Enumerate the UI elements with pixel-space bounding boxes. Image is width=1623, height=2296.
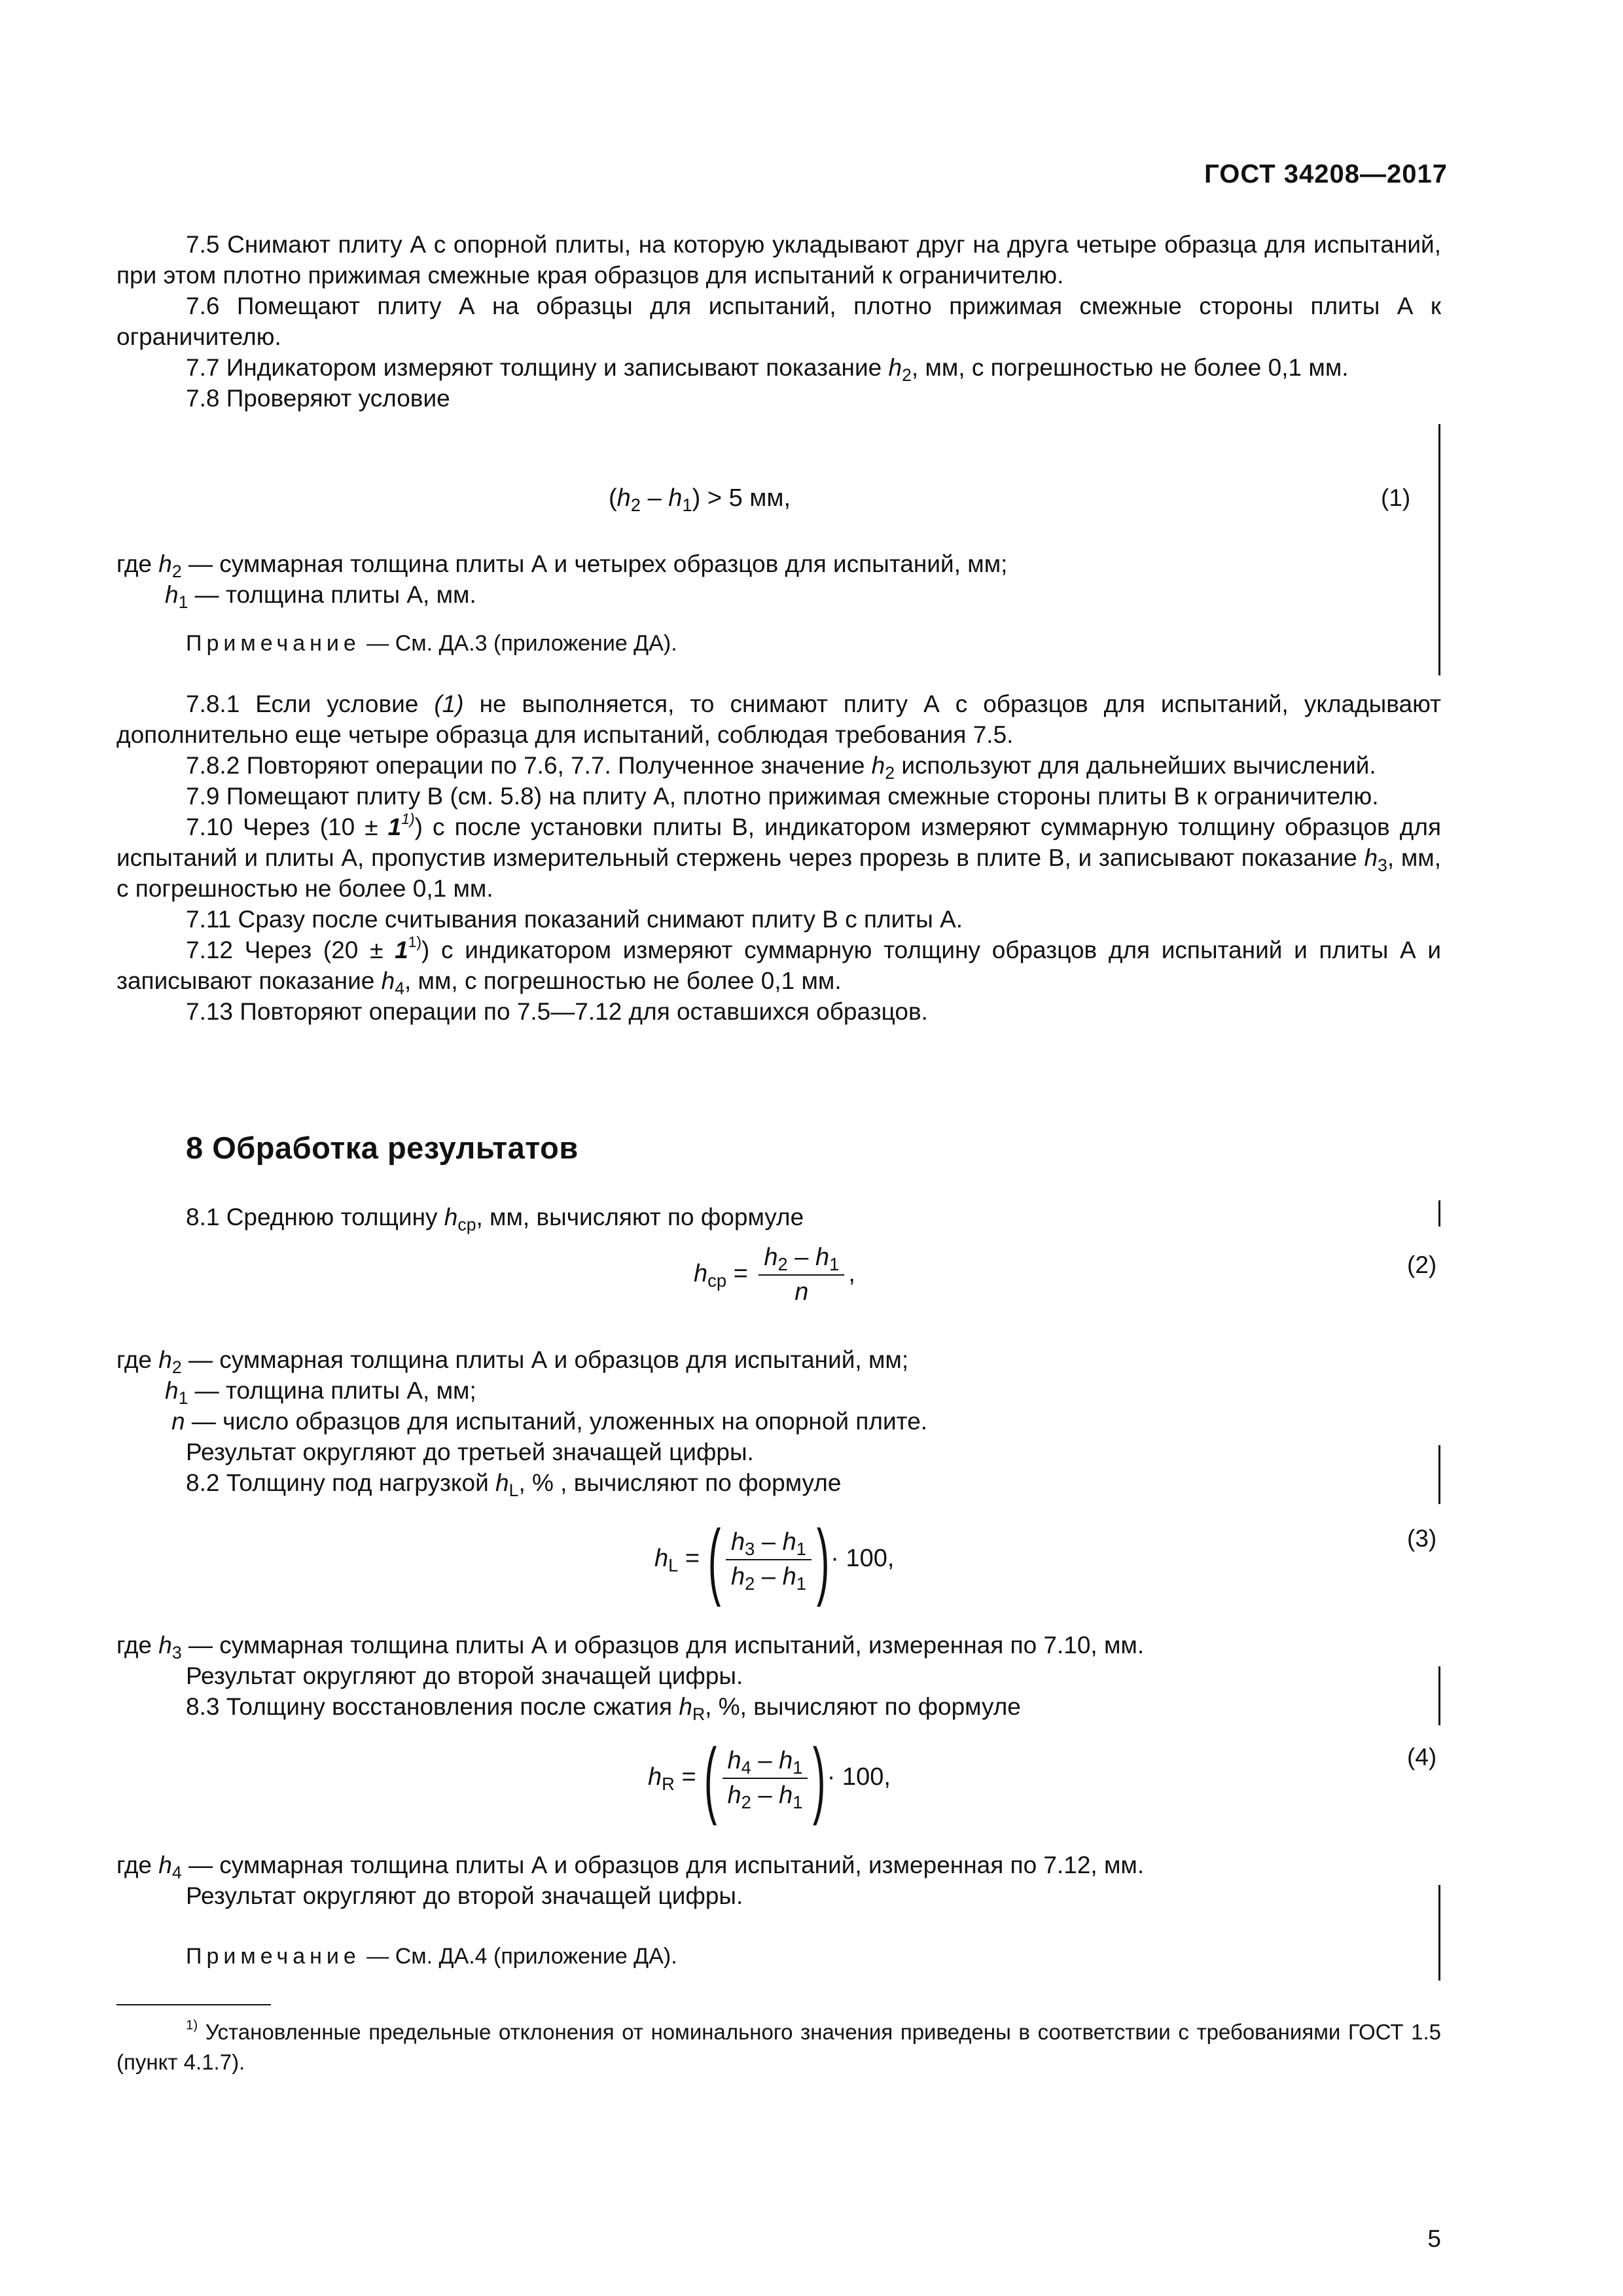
paragraph-7-8-1: 7.8.1 Если условие (1) не выполняется, то снимают плиту А с образцов для испытаний, укладывают дополнительно еще четыре образца для испытаний, соблюдая требования 7.5. — [116, 691, 1441, 748]
where-h4-line: где $h_4$ — суммарная толщина плиты А и образцов для испытаний, измеренная по 7.12, мм. — [116, 1852, 1145, 1882]
equation-1-number: (1) — [1381, 484, 1411, 511]
where-block-2 — [116, 1344, 1441, 1498]
where-h2-line: где $h_2$ — суммарная толщина плиты А и образцов для испытаний, мм; — [116, 1346, 909, 1377]
equation-2: $h_{ср}$ = $\frac{h_2 - h_1}{n}$ , — [694, 1244, 855, 1306]
fraction: $\frac{h_4 - h_1}{h_2 - h_1}$ — [722, 1747, 808, 1810]
change-bar — [1438, 1445, 1440, 1504]
where-h1-line: $h_1$ — толщина плиты А, мм; — [165, 1377, 476, 1408]
paragraph-7-6: 7.6 Помещают плиту А на образцы для испытаний, плотно прижимая смежные стороны плиты А к ограничителю. — [116, 293, 1441, 350]
note-label: Примечание — [186, 631, 361, 656]
footnote-ref: 1) — [408, 933, 422, 950]
document-code: ГОСТ 34208—2017 — [1204, 160, 1448, 188]
paragraph-7-8: 7.8 Проверяют условие — [186, 385, 450, 412]
paragraph-7-10: 7.10 Через $(10 \pm 1^{1)})$ с после установки плиты В, индикатором измеряют суммарную толщину образцов для испытаний и плиты А, пропустив измерительный стержень через прорезь в плите В, и записывают показание $h_3$, мм, с погрешностью не более 0,1 мм. — [116, 810, 1441, 902]
section-7-part2 — [116, 689, 1441, 1027]
paragraph-7-13: 7.13 Повторяют операции по 7.5—7.12 для оставшихся образцов. — [186, 998, 928, 1025]
change-bar — [1438, 1666, 1440, 1725]
paragraph-7-12: 7.12 Через $(20 \pm 1^{1)})$ с индикатором измеряют суммарную толщину образцов для испытаний и плиты А и записывают показание $h_4$, мм, с погрешностью не более 0,1 мм. — [116, 933, 1441, 998]
rounding-note: Результат округляют до третьей значащей цифры. — [186, 1439, 754, 1465]
footnote — [116, 2017, 1441, 2077]
footnote-separator — [116, 2004, 271, 2005]
fraction: $\frac{h_3 - h_1}{h_2 - h_1}$ — [726, 1528, 812, 1591]
where-block-3 — [116, 1630, 1441, 1722]
fraction: $\frac{h_2 - h_1}{n}$ — [758, 1244, 844, 1306]
paragraph-7-9: 7.9 Помещают плиту В (см. 5.8) на плиту А, плотно прижимая смежные стороны плиты В к ограничителю. — [186, 783, 1379, 810]
paragraph-8-3: 8.3 Толщину восстановления после сжатия $h_R$, %, вычисляют по формуле — [186, 1693, 1021, 1724]
where-h3-line: где $h_3$ — суммарная толщина плиты А и образцов для испытаний, измеренная по 7.10, мм. — [116, 1632, 1145, 1662]
where-n-line: n — число образцов для испытаний, уложенных на опорной плите. — [171, 1408, 928, 1435]
paragraph-7-5: 7.5 Снимают плиту А с опорной плиты, на которую укладывают друг на друга четыре образца для испытаний, при этом плотно прижимая смежные края образцов для испытаний к ограничителю. — [116, 231, 1441, 289]
left-paren: ( — [704, 1731, 717, 1826]
footnote-ref: 1) — [401, 810, 415, 827]
equation-4: $h_R$ = ( $\frac{h_4 - h_1}{h_2 - h_1}$ )· 100, — [648, 1731, 891, 1826]
where-block-1 — [116, 548, 1441, 610]
right-paren: ) — [816, 1512, 830, 1607]
footnote-text: Установленные предельные отклонения от номинального значения приведены в соответствии с требованиями ГОСТ 1.5 (пункт 4.1.7). — [116, 2020, 1441, 2074]
section-8-heading: 8 Обработка результатов — [186, 1130, 579, 1165]
change-bar — [1438, 424, 1440, 675]
note-1 — [116, 628, 1441, 659]
where-h2-line: где $h_2$ — суммарная толщина плиты А и четырех образцов для испытаний, мм; — [116, 550, 1008, 581]
equation-3-number: (3) — [1407, 1525, 1437, 1552]
section-7-part1 — [116, 229, 1441, 414]
paragraph-8-1: 8.1 Среднюю толщину $h_{ср}$, мм, вычисляют по формуле — [186, 1204, 804, 1234]
rounding-note: Результат округляют до второй значащей цифры. — [186, 1662, 743, 1689]
where-h1-line: $h_1$ — толщина плиты А, мм. — [165, 581, 476, 612]
footnote-mark: 1) — [186, 2017, 198, 2033]
paragraph-7-8-2: 7.8.2 Повторяют операции по 7.6, 7.7. Полученное значение $h_2$ используют для дальнейших вычислений. — [186, 752, 1376, 783]
change-bar — [1438, 1200, 1440, 1227]
change-bar — [1438, 1885, 1440, 1981]
note-text: — См. ДА.3 (приложение ДА). — [360, 631, 677, 656]
paragraph-7-11: 7.11 Сразу после считывания показаний снимают плиту В с плиты А. — [186, 906, 963, 933]
note-label: Примечание — [186, 1944, 361, 1969]
right-paren: ) — [813, 1731, 826, 1826]
rounding-note: Результат округляют до второй значащей цифры. — [186, 1882, 743, 1909]
paragraph-8-2: 8.2 Толщину под нагрузкой $h_L$, % , вычисляют по формуле — [186, 1469, 842, 1500]
equation-3: $h_L$ = ( $\frac{h_3 - h_1}{h_2 - h_1}$ )· 100, — [654, 1512, 895, 1607]
paragraph-7-7: 7.7 Индикатором измеряют толщину и записывают показание $h_2$, мм, с погрешностью не более 0,1 мм. — [186, 354, 1349, 385]
left-paren: ( — [707, 1512, 721, 1607]
equation-2-number: (2) — [1407, 1251, 1437, 1278]
page-number: 5 — [1427, 2225, 1441, 2252]
equation-4-number: (4) — [1407, 1744, 1437, 1770]
where-block-4 — [116, 1850, 1441, 1911]
equation-1: $(h_2 - h_1) > 5$ мм, — [609, 484, 791, 516]
note-2 — [116, 1941, 1441, 1972]
note-text: — См. ДА.4 (приложение ДА). — [360, 1944, 677, 1969]
